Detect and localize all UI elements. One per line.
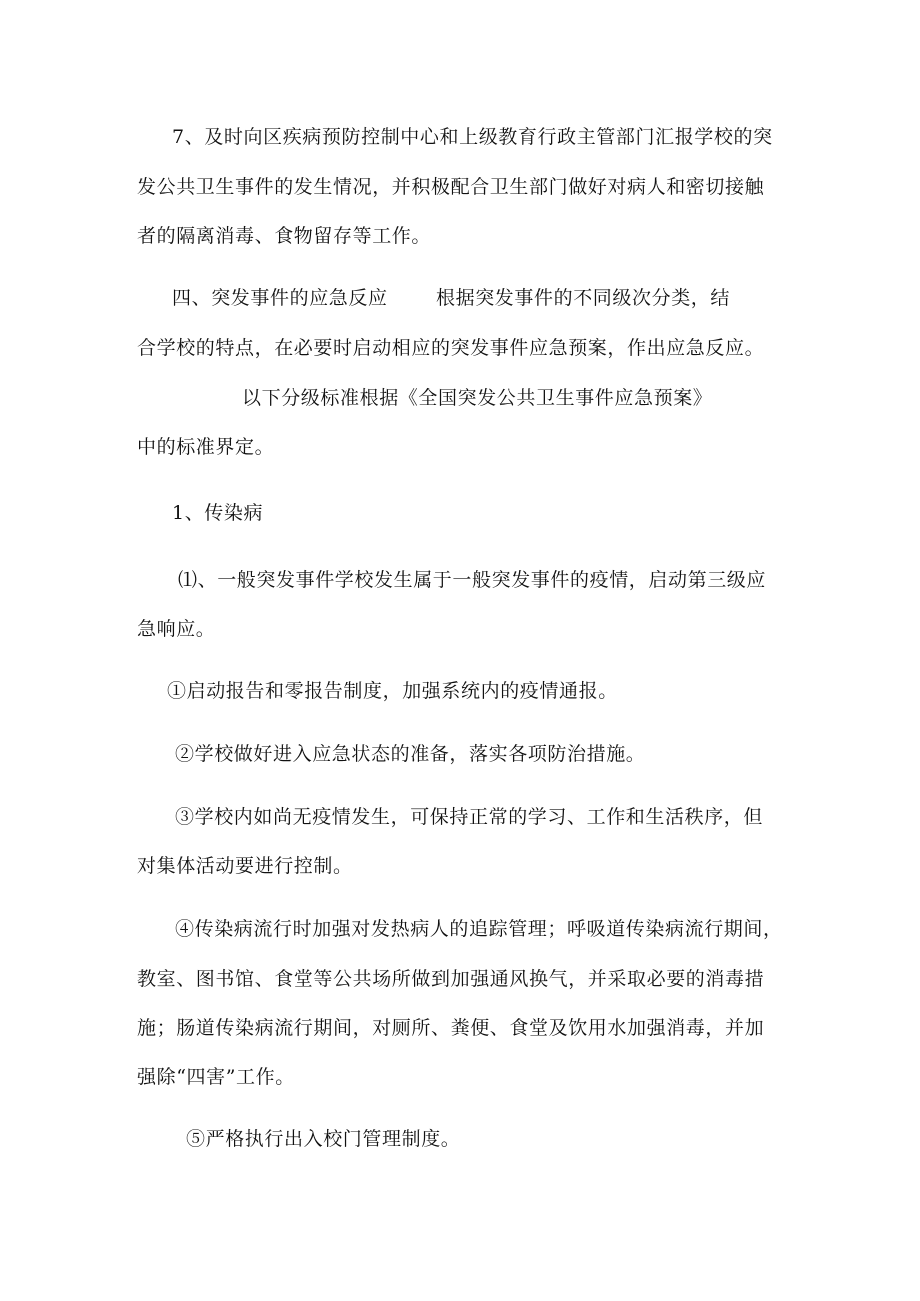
para7-line3: 者的隔离消毒、食物留存等工作。 bbox=[137, 225, 432, 247]
section4-heading: 四、突发事件的应急反应 bbox=[172, 287, 388, 309]
para7-line1: 7、及时向区疾病预防控制中心和上级教育行政主管部门汇报学校的突 bbox=[172, 126, 773, 148]
section4-line2: 合学校的特点，在必要时启动相应的突发事件应急预案，作出应急反应。 bbox=[137, 337, 765, 359]
general-event-line2: 急响应。 bbox=[137, 618, 216, 640]
measure-4-line2: 教室、图书馆、食堂等公共场所做到加强通风换气，并采取必要的消毒措 bbox=[137, 968, 765, 990]
measure-2: ②学校做好进入应急状态的准备，落实各项防治措施。 bbox=[175, 743, 646, 765]
general-event-line1: ⑴、一般突发事件学校发生属于一般突发事件的疫情，启动第三级应 bbox=[178, 569, 767, 591]
measure-4-line3: 施；肠道传染病流行期间，对厕所、粪便、食堂及饮用水加强消毒，并加 bbox=[137, 1017, 765, 1039]
measure-4-line4: 强除“四害”工作。 bbox=[137, 1066, 295, 1088]
measure-3-line1: ③学校内如尚无疫情发生，可保持正常的学习、工作和生活秩序，但 bbox=[175, 806, 764, 828]
measure-1: ①启动报告和零报告制度，加强系统内的疫情通报。 bbox=[167, 680, 618, 702]
standard-note-line1: 以下分级标准根据《全国突发公共卫生事件应急预案》 bbox=[242, 387, 713, 409]
section4-line1-rest: 根据突发事件的不同级次分类，结 bbox=[436, 287, 731, 309]
measure-5: ⑤严格执行出入校门管理制度。 bbox=[186, 1128, 461, 1150]
item1-heading: 1、传染病 bbox=[172, 502, 264, 524]
measure-4-line1: ④传染病流行时加强对发热病人的追踪管理；呼吸道传染病流行期间， bbox=[175, 918, 783, 940]
standard-note-line2: 中的标准界定。 bbox=[137, 436, 275, 458]
measure-3-line2: 对集体活动要进行控制。 bbox=[137, 855, 353, 877]
para7-line2: 发公共卫生事件的发生情况，并积极配合卫生部门做好对病人和密切接触 bbox=[137, 176, 765, 198]
